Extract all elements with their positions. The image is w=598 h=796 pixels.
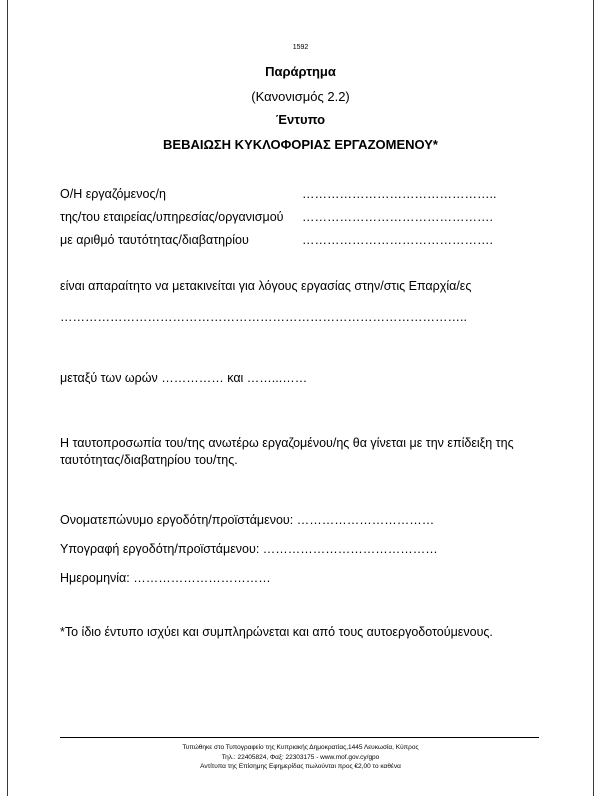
annex-title: Παράρτημα <box>265 64 336 79</box>
footer-rule <box>60 737 539 738</box>
regulation-reference: (Κανονισμός 2.2) <box>251 89 350 104</box>
footnote: *Το ίδιο έντυπο ισχύει και συμπληρώνεται και από τους αυτοεργοδοτούμενους. <box>60 625 493 639</box>
footer-contact-line: Τηλ.: 22405824, Φαξ: 22303175 - www.mof.gov.cy/gpo <box>221 754 380 761</box>
footer-printer-line: Τυπώθηκε στο Τυπογραφείο της Κυπριακής Δημοκρατίας,1445 Λευκωσία, Κύπρος <box>182 744 419 751</box>
movement-text: είναι απαραίτητο να μετακινείται για λόγους εργασίας στην/στις Επαρχία/ες <box>60 279 472 293</box>
employee-dots: ……………………………………….. <box>302 187 497 201</box>
page-number: 1592 <box>292 44 309 51</box>
identity-text-line2: ταυτότητας/διαβατηρίου του/της. <box>60 453 238 467</box>
footer-price-line: Αντίτυπα της Επίσημης Εφημερίδας πωλούνται προς €2,00 το καθένα <box>200 763 401 770</box>
district-dots: …………………………………………………………………………………….. <box>60 310 467 324</box>
form-title: ΒΕΒΑΙΩΣΗ ΚΥΚΛΟΦΟΡΙΑΣ ΕΡΓΑΖΟΜΕΝΟΥ* <box>163 137 438 152</box>
hours-text: μεταξύ των ωρών …………… και ……...…… <box>60 371 308 385</box>
employer-dots: ………………………………………. <box>302 210 493 224</box>
employer-signature-line: Υπογραφή εργοδότη/προϊστάμενου: …………………………………… <box>60 542 438 556</box>
page-border-right <box>593 0 594 796</box>
date-line: Ημερομηνία: …………………………… <box>60 571 271 585</box>
employee-label: Ο/Η εργαζόμενος/η <box>60 187 166 201</box>
id-dots: ………………………………………. <box>302 233 493 247</box>
form-label: Έντυπο <box>275 112 326 127</box>
employer-name-line: Ονοματεπώνυμο εργοδότη/προϊστάμενου: …………………………… <box>60 513 435 527</box>
employer-label: της/του εταιρείας/υπηρεσίας/οργανισμού <box>60 210 284 224</box>
id-label: με αριθμό ταυτότητας/διαβατηρίου <box>60 233 249 247</box>
identity-text-line1: Η ταυτοπροσωπία του/της ανωτέρω εργαζομένου/ης θα γίνεται με την επίδειξη της <box>60 436 514 450</box>
